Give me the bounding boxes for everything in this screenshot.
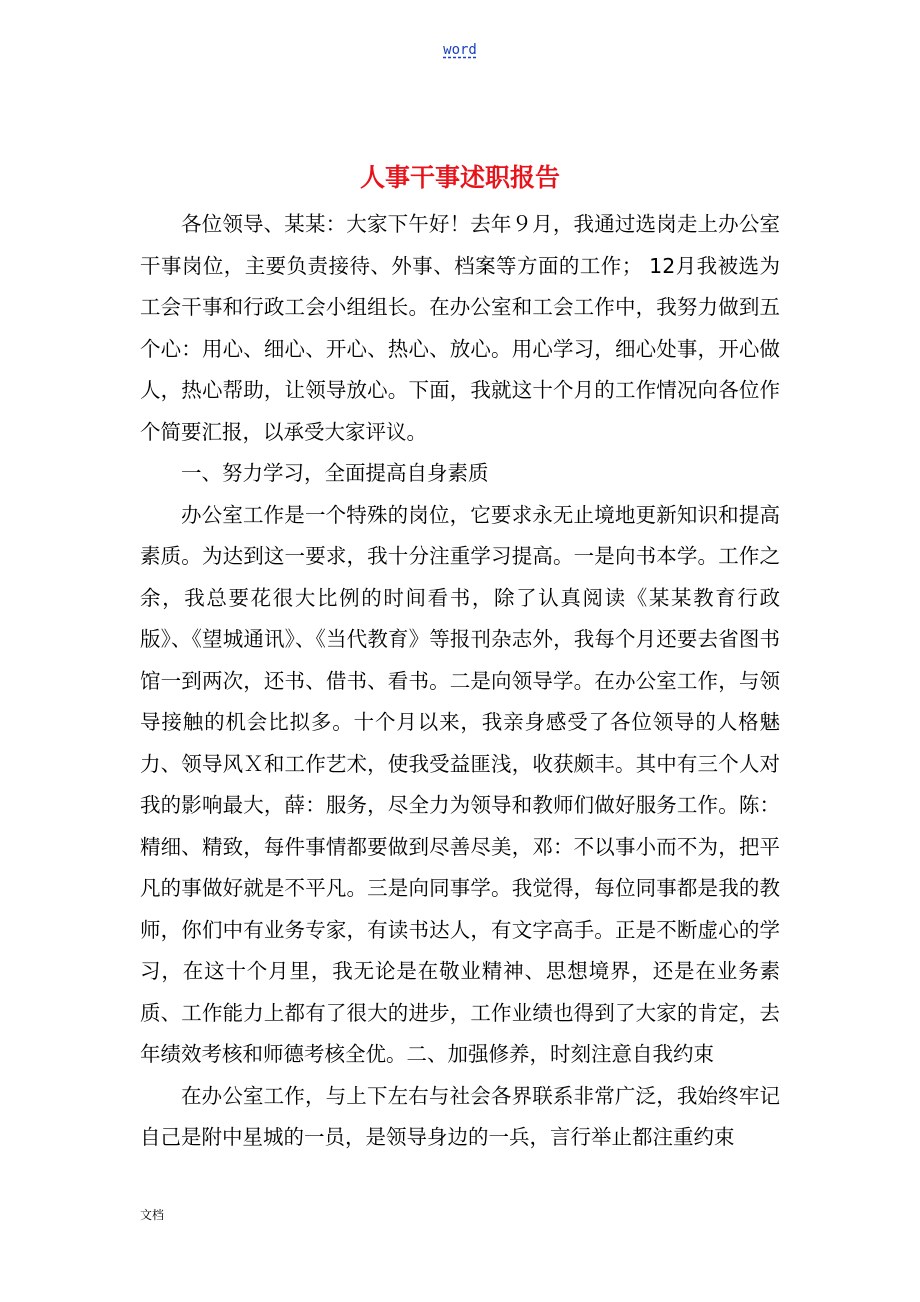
document-body [140,204,780,1159]
section-heading-1: 一、努力学习，全面提高自身素质 [181,461,489,485]
header-word-link[interactable]: word [443,42,477,58]
footer-label: 文档 [140,1208,165,1222]
header [0,40,920,60]
paragraph-study: 办公室工作是一个特殊的岗位，它要求永无止境地更新知识和提高素质。为达到这一要求，我十分注重学习提高。一是向书本学。工作之余，我总要花很大比例的时间看书，除了认真阅读《某某教育行政版》、《望城通讯》、《当代教育》等报刊杂志外，我每个月还要去省图书馆一到两次，还书、借书、看书。二是向领导学。在办公室工作，与领导接触的机会比拟多。十个月以来，我亲身感受了各位领导的人格魅力、领导风Ｘ和工作艺术，使我受益匪浅，收获颇丰。其中有三个人对我的影响最大，薛：服务，尽全力为领导和教师们做好服务工作。陈：精细、精致，每件事情都要做到尽善尽美，邓：不以事小而不为，把平凡的事做好就是不平凡。三是向同事学。我觉得，每位同事都是我的教师，你们中有业务专家，有读书达人，有文字高手。正是不断虚心的学习，在这十个月里，我无论是在敬业精神、思想境界，还是在业务素质、工作能力上都有了很大的进步，工作业绩也得到了大家的肯定，去年绩效考核和师德考核全优。二、加强修养，时刻注意自我约束 [140,502,780,1066]
paragraph-office: 在办公室工作，与上下左右与社会各界联系非常广泛，我始终牢记自己是附中星城的一员，是领导身边的一兵，言行举止都注重约束 [140,1083,780,1149]
paragraph-intro: 各位领导、某某：大家下午好！去年９月，我通过选岗走上办公室干事岗位，主要负责接待、外事、档案等方面的工作； 12月我被选为工会干事和行政工会小组组长。在办公室和工会工作中，我努力做到五个心：用心、细心、开心、热心、放心。用心学习，细心处事，开心做人，热心帮助，让领导放心。下面，我就这十个月的工作情况向各位作个简要汇报，以承受大家评议。 [140,212,780,444]
document-title: 人事干事述职报告 [359,163,560,192]
